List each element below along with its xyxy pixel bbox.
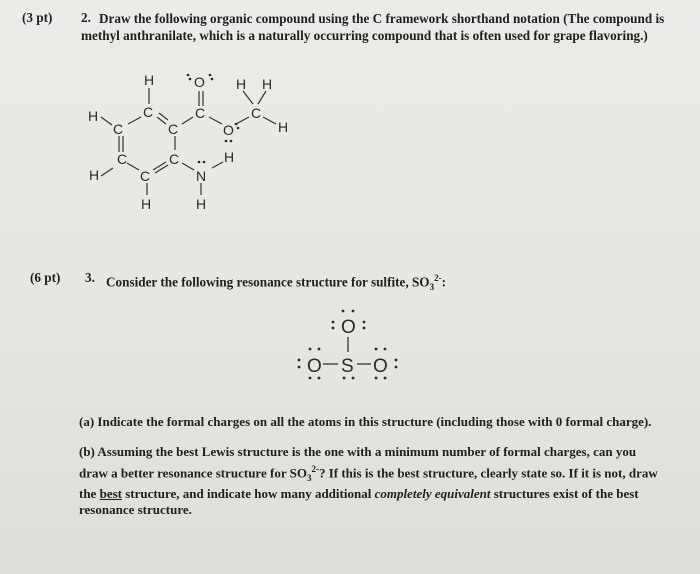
q3-part-b-line2 <box>79 461 689 486</box>
q3-part-b-line3b: structure, and indicate how many additional <box>121 485 375 501</box>
q3-prompt-colon: : <box>441 274 446 290</box>
q3-prompt-text: Consider the following resonance structure for sulfite, SO <box>106 274 430 290</box>
q3-part-b-line2b: ? If this is the best structure, clearly state so. If it is not, draw <box>318 464 658 480</box>
q2-text-line1: Draw the following organic compound using the C framework shorthand notation (The compound is <box>99 11 665 26</box>
atom-c: C <box>251 105 262 121</box>
atom-n: N <box>196 168 207 184</box>
atom-h: H <box>88 108 99 124</box>
q3-part-b-line3 <box>79 486 689 503</box>
atom-h: H <box>262 76 273 92</box>
atom-h: H <box>236 76 247 92</box>
sulfite-o-left: O <box>307 356 322 377</box>
atom-c: C <box>195 105 206 121</box>
atom-h: H <box>89 167 100 183</box>
atom-h: H <box>144 72 155 88</box>
atom-h: H <box>141 196 152 212</box>
q2-number: 2. <box>81 10 91 25</box>
sulfite-s: S <box>341 356 354 377</box>
q2-text-line2: methyl anthranilate, which is a naturally occurring compound that is often used for grape flavoring.) <box>81 28 648 43</box>
atom-c: C <box>143 104 154 120</box>
q3-part-a <box>79 414 679 431</box>
q3-part-b-subscript: 3 <box>306 472 312 483</box>
q3-part-b-line3a: the <box>79 485 100 501</box>
atom-c: C <box>140 168 151 184</box>
q3-part-b-equivalent: completely equivalent <box>374 485 491 501</box>
sulfite-o-right: O <box>373 356 388 377</box>
q2-points: (3 pt) <box>22 10 53 25</box>
atom-o: O <box>194 74 205 90</box>
atom-h: H <box>278 119 289 135</box>
q3-points: (6 pt) <box>30 270 61 285</box>
q3-part-b <box>79 444 689 519</box>
atom-c: C <box>113 121 124 137</box>
q3-part-b-line4: resonance structure. <box>79 502 192 518</box>
q3-number: 3. <box>85 270 95 285</box>
q3-part-b-superscript: 2- <box>311 463 319 474</box>
atom-o: O <box>223 122 234 138</box>
q3-part-b-best: best <box>99 485 122 501</box>
atom-h: H <box>224 149 235 165</box>
atom-c: C <box>117 151 128 167</box>
sulfite-o-top: O <box>341 317 356 338</box>
q3-subscript: 3 <box>429 282 435 293</box>
atom-c: C <box>168 121 179 137</box>
q3-part-b-line2a: draw a better resonance structure for SO <box>79 464 307 480</box>
atom-c: C <box>169 151 180 167</box>
q3-part-b-line1: (b) Assuming the best Lewis structure is the one with a minimum number of formal charges, can you <box>79 444 637 459</box>
atom-h: H <box>196 196 207 212</box>
q3-part-b-line3c: structures exist of the best <box>490 485 639 501</box>
q3-superscript: 2- <box>434 273 442 283</box>
q3-part-a-text: (a) Indicate the formal charges on all the atoms in this structure (including those with 0 formal charge). <box>79 414 652 429</box>
